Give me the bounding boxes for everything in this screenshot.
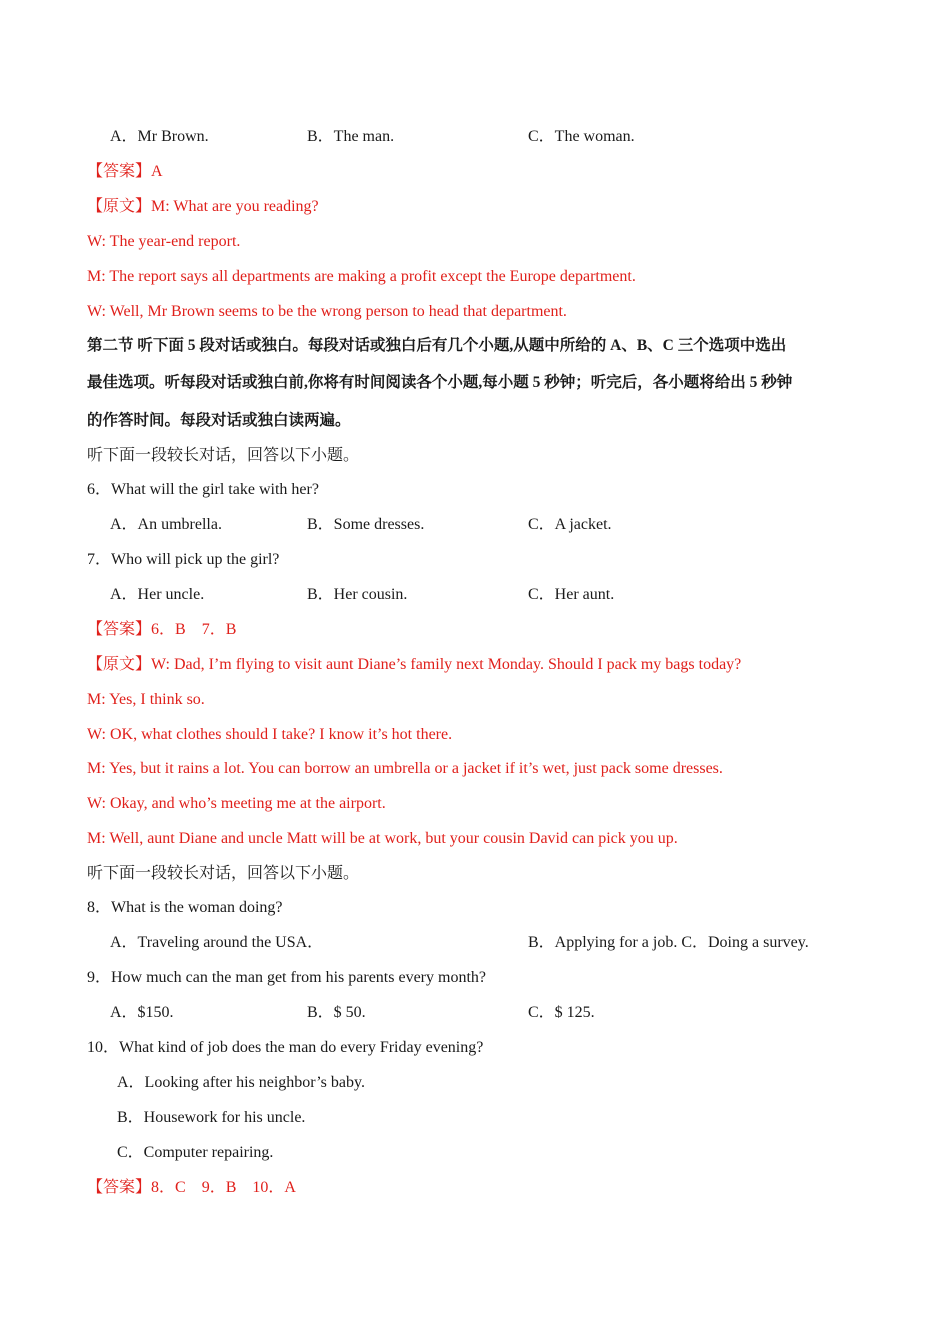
transcript-1-line-4: W: Well, Mr Brown seems to be the wrong person to head that department. (87, 303, 567, 320)
q10-option-a: A．Looking after his neighbor’s baby. (117, 1074, 365, 1091)
transcript-2-line-6: M: Well, aunt Diane and uncle Matt will be at work, but your cousin David can pick you up. (87, 830, 678, 847)
q7-question: 7．Who will pick up the girl? (87, 551, 280, 568)
instruction-1: 听下面一段较长对话，回答以下小题。 (87, 447, 360, 464)
q6-question: 6．What will the girl take with her? (87, 481, 319, 498)
q7-option-a: A．Her uncle. (110, 586, 205, 603)
q8-option-a: A．Traveling around the USA． (110, 934, 324, 951)
section-2-heading-line-2: 最佳选项。听每段对话或独白前,你将有时间阅读各个小题,每小题 5 秒钟；听完后，各小题将给出 5 秒钟 (87, 374, 793, 391)
q5-option-a: A．Mr Brown. (110, 128, 209, 145)
answer-3: 【答案】8．C 9．B 10．A (87, 1179, 296, 1196)
section-2-heading-line-3: 的作答时间。每段对话或独白读两遍。 (87, 412, 351, 429)
q5-option-b: B．The man. (307, 128, 395, 145)
transcript-2-line-5: W: Okay, and who’s meeting me at the airport. (87, 795, 386, 812)
instruction-2: 听下面一段较长对话，回答以下小题。 (87, 865, 360, 882)
q9-option-b: B．$ 50. (307, 1004, 366, 1021)
transcript-1-line-1: 【原文】M: What are you reading? (87, 198, 319, 215)
q9-option-c: C．$ 125. (528, 1004, 595, 1021)
q8-option-bc: B．Applying for a job. C．Doing a survey. (528, 934, 809, 951)
q10-option-c: C．Computer repairing. (117, 1144, 274, 1161)
transcript-2-line-3: W: OK, what clothes should I take? I know it’s hot there. (87, 726, 453, 743)
answer-1: 【答案】A (87, 163, 163, 180)
transcript-1-line-3: M: The report says all departments are making a profit except the Europe department. (87, 268, 636, 285)
transcript-2-line-2: M: Yes, I think so. (87, 691, 205, 708)
transcript-2-line-1: 【原文】W: Dad, I’m flying to visit aunt Diane’s family next Monday. Should I pack my bags today? (87, 656, 742, 673)
q7-option-c: C．Her aunt. (528, 586, 615, 603)
transcript-2-line-4: M: Yes, but it rains a lot. You can borrow an umbrella or a jacket if it’s wet, just pack some dresses. (87, 760, 723, 777)
q7-option-b: B．Her cousin. (307, 586, 408, 603)
q9-option-a: A．$150. (110, 1004, 174, 1021)
q5-option-c: C．The woman. (528, 128, 635, 145)
q10-question: 10．What kind of job does the man do every Friday evening? (87, 1039, 484, 1056)
section-2-heading-line-1: 第二节 听下面 5 段对话或独白。每段对话或独白后有几个小题,从题中所给的 A、B、C 三个选项中选出 (87, 337, 787, 354)
q10-option-b: B．Housework for his uncle. (117, 1109, 306, 1126)
q6-option-b: B．Some dresses. (307, 516, 425, 533)
answer-2: 【答案】6．B 7．B (87, 621, 237, 638)
q6-option-c: C．A jacket. (528, 516, 612, 533)
q8-question: 8．What is the woman doing? (87, 899, 283, 916)
q6-option-a: A．An umbrella. (110, 516, 222, 533)
q9-question: 9．How much can the man get from his parents every month? (87, 969, 487, 986)
transcript-1-line-2: W: The year-end report. (87, 233, 241, 250)
